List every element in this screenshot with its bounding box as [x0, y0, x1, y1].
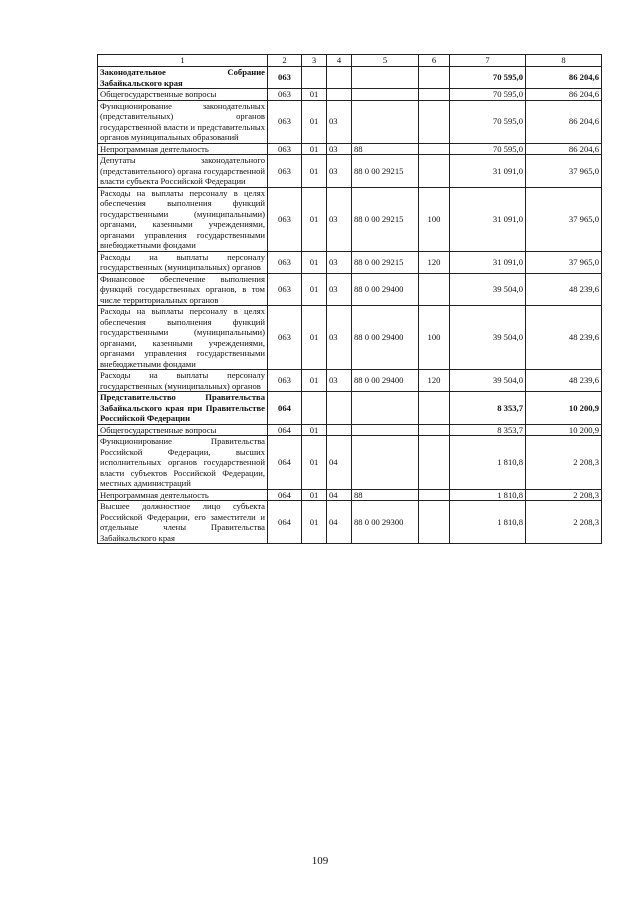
cell-admin-code: 063	[268, 155, 302, 188]
cell-subsection	[327, 89, 352, 101]
table-row	[98, 370, 602, 392]
cell-section: 01	[302, 370, 327, 392]
cell-section: 01	[302, 306, 327, 370]
cell-amount-col7: 70 595,0	[450, 67, 526, 89]
cell-name: Общегосударственные вопросы	[98, 424, 268, 436]
cell-subsection: 03	[327, 100, 352, 143]
cell-amount-col8: 37 965,0	[526, 155, 602, 188]
cell-name: Функционирование законодательных (представительных) органов государственной власти и представительных органов муниципальных образований	[98, 100, 268, 143]
cell-amount-col8: 86 204,6	[526, 89, 602, 101]
cell-subsection	[327, 392, 352, 425]
cell-subsection	[327, 67, 352, 89]
cell-admin-code: 064	[268, 489, 302, 501]
cell-name: Расходы на выплаты персоналу в целях обеспечения выполнения функций государственными (муниципальными) органами, казенными учреждениями, органами управления государственными внебюджетными фондами	[98, 306, 268, 370]
table-body	[98, 55, 602, 544]
cell-name: Законодательное Собрание Забайкальского края	[98, 67, 268, 89]
cell-amount-col7: 39 504,0	[450, 273, 526, 306]
header-cell-3: 3	[302, 55, 327, 67]
cell-subsection: 04	[327, 501, 352, 544]
table-row	[98, 424, 602, 436]
cell-expense-type	[419, 100, 450, 143]
header-cell-7: 7	[450, 55, 526, 67]
cell-subsection: 03	[327, 251, 352, 273]
cell-target-article	[352, 67, 419, 89]
cell-amount-col7: 70 595,0	[450, 89, 526, 101]
cell-admin-code: 064	[268, 424, 302, 436]
header-cell-2: 2	[268, 55, 302, 67]
cell-expense-type	[419, 424, 450, 436]
cell-expense-type: 120	[419, 370, 450, 392]
cell-subsection	[327, 424, 352, 436]
cell-admin-code: 063	[268, 89, 302, 101]
cell-section: 01	[302, 155, 327, 188]
cell-amount-col8: 2 208,3	[526, 436, 602, 490]
cell-admin-code: 064	[268, 501, 302, 544]
cell-subsection: 03	[327, 155, 352, 188]
cell-amount-col8: 37 965,0	[526, 251, 602, 273]
cell-amount-col7: 39 504,0	[450, 306, 526, 370]
table-row	[98, 67, 602, 89]
cell-amount-col7: 70 595,0	[450, 143, 526, 155]
cell-admin-code: 063	[268, 251, 302, 273]
cell-section: 01	[302, 489, 327, 501]
header-cell-5: 5	[352, 55, 419, 67]
cell-amount-col8: 2 208,3	[526, 489, 602, 501]
cell-expense-type	[419, 489, 450, 501]
cell-name: Высшее должностное лицо субъекта Российской Федерации, его заместители и отдельные члены Правительства Забайкальского края	[98, 501, 268, 544]
header-cell-4: 4	[327, 55, 352, 67]
cell-section: 01	[302, 251, 327, 273]
cell-name: Расходы на выплаты персоналу государственных (муниципальных) органов	[98, 370, 268, 392]
cell-target-article	[352, 89, 419, 101]
cell-target-article	[352, 100, 419, 143]
cell-target-article	[352, 436, 419, 490]
table-row	[98, 155, 602, 188]
cell-target-article	[352, 392, 419, 425]
cell-expense-type: 120	[419, 251, 450, 273]
budget-table	[97, 54, 602, 544]
cell-amount-col7: 31 091,0	[450, 155, 526, 188]
table-row	[98, 100, 602, 143]
cell-target-article: 88 0 00 29400	[352, 306, 419, 370]
cell-name: Непрограммная деятельность	[98, 489, 268, 501]
cell-subsection: 03	[327, 370, 352, 392]
table-row	[98, 501, 602, 544]
cell-section: 01	[302, 501, 327, 544]
cell-admin-code: 063	[268, 67, 302, 89]
cell-target-article: 88 0 00 29215	[352, 155, 419, 188]
cell-section: 01	[302, 436, 327, 490]
cell-expense-type: 100	[419, 306, 450, 370]
cell-amount-col8: 10 200,9	[526, 392, 602, 425]
cell-name: Финансовое обеспечение выполнения функций государственных органов, в том числе территориальных органов	[98, 273, 268, 306]
table-row	[98, 392, 602, 425]
cell-expense-type	[419, 392, 450, 425]
table-row	[98, 489, 602, 501]
cell-admin-code: 063	[268, 273, 302, 306]
table-row	[98, 251, 602, 273]
cell-amount-col8: 48 239,6	[526, 273, 602, 306]
table-header-row	[98, 55, 602, 67]
table-row	[98, 187, 602, 251]
cell-amount-col8: 10 200,9	[526, 424, 602, 436]
cell-admin-code: 063	[268, 370, 302, 392]
cell-subsection: 03	[327, 187, 352, 251]
cell-amount-col7: 1 810,8	[450, 501, 526, 544]
cell-target-article: 88	[352, 489, 419, 501]
cell-name: Депутаты законодательного (представительного) органа государственной власти субъекта Российской Федерации	[98, 155, 268, 188]
table-row	[98, 436, 602, 490]
cell-target-article: 88 0 00 29400	[352, 273, 419, 306]
cell-expense-type	[419, 67, 450, 89]
cell-admin-code: 063	[268, 306, 302, 370]
cell-target-article: 88 0 00 29215	[352, 251, 419, 273]
cell-section	[302, 392, 327, 425]
cell-subsection: 03	[327, 143, 352, 155]
cell-subsection: 03	[327, 306, 352, 370]
cell-amount-col7: 31 091,0	[450, 251, 526, 273]
cell-name: Расходы на выплаты персоналу в целях обеспечения выполнения функций государственными (муниципальными) органами, казенными учреждениями, органами управления государственными внебюджетными фондами	[98, 187, 268, 251]
header-cell-8: 8	[526, 55, 602, 67]
cell-section: 01	[302, 100, 327, 143]
page-number: 109	[311, 855, 329, 867]
cell-subsection: 03	[327, 273, 352, 306]
cell-amount-col8: 86 204,6	[526, 67, 602, 89]
cell-admin-code: 064	[268, 392, 302, 425]
cell-expense-type	[419, 155, 450, 188]
cell-section: 01	[302, 187, 327, 251]
cell-name: Общегосударственные вопросы	[98, 89, 268, 101]
cell-target-article	[352, 424, 419, 436]
cell-amount-col7: 39 504,0	[450, 370, 526, 392]
table-row	[98, 306, 602, 370]
cell-section	[302, 67, 327, 89]
cell-amount-col8: 86 204,6	[526, 100, 602, 143]
cell-expense-type	[419, 436, 450, 490]
cell-amount-col7: 8 353,7	[450, 424, 526, 436]
cell-name: Функционирование Правительства Российской Федерации, высших исполнительных органов государственной власти субъектов Российской Федерации, местных администраций	[98, 436, 268, 490]
cell-expense-type	[419, 89, 450, 101]
table-row	[98, 143, 602, 155]
header-cell-6: 6	[419, 55, 450, 67]
cell-subsection: 04	[327, 489, 352, 501]
cell-section: 01	[302, 424, 327, 436]
cell-expense-type	[419, 501, 450, 544]
cell-admin-code: 063	[268, 143, 302, 155]
cell-name: Представительство Правительства Забайкальского края при Правительстве Российской Федерации	[98, 392, 268, 425]
cell-name: Расходы на выплаты персоналу государственных (муниципальных) органов	[98, 251, 268, 273]
cell-expense-type	[419, 273, 450, 306]
cell-amount-col8: 37 965,0	[526, 187, 602, 251]
table-row	[98, 89, 602, 101]
cell-admin-code: 063	[268, 100, 302, 143]
cell-target-article: 88 0 00 29300	[352, 501, 419, 544]
cell-subsection: 04	[327, 436, 352, 490]
header-cell-1: 1	[98, 55, 268, 67]
cell-amount-col7: 31 091,0	[450, 187, 526, 251]
cell-amount-col8: 48 239,6	[526, 370, 602, 392]
cell-expense-type: 100	[419, 187, 450, 251]
cell-target-article: 88	[352, 143, 419, 155]
cell-amount-col7: 1 810,8	[450, 489, 526, 501]
table-row	[98, 273, 602, 306]
cell-section: 01	[302, 89, 327, 101]
cell-amount-col8: 48 239,6	[526, 306, 602, 370]
cell-amount-col8: 2 208,3	[526, 501, 602, 544]
cell-amount-col7: 8 353,7	[450, 392, 526, 425]
cell-amount-col7: 1 810,8	[450, 436, 526, 490]
cell-amount-col8: 86 204,6	[526, 143, 602, 155]
cell-admin-code: 063	[268, 187, 302, 251]
cell-amount-col7: 70 595,0	[450, 100, 526, 143]
cell-section: 01	[302, 143, 327, 155]
cell-admin-code: 064	[268, 436, 302, 490]
cell-name: Непрограммная деятельность	[98, 143, 268, 155]
cell-expense-type	[419, 143, 450, 155]
cell-section: 01	[302, 273, 327, 306]
cell-target-article: 88 0 00 29215	[352, 187, 419, 251]
cell-target-article: 88 0 00 29400	[352, 370, 419, 392]
